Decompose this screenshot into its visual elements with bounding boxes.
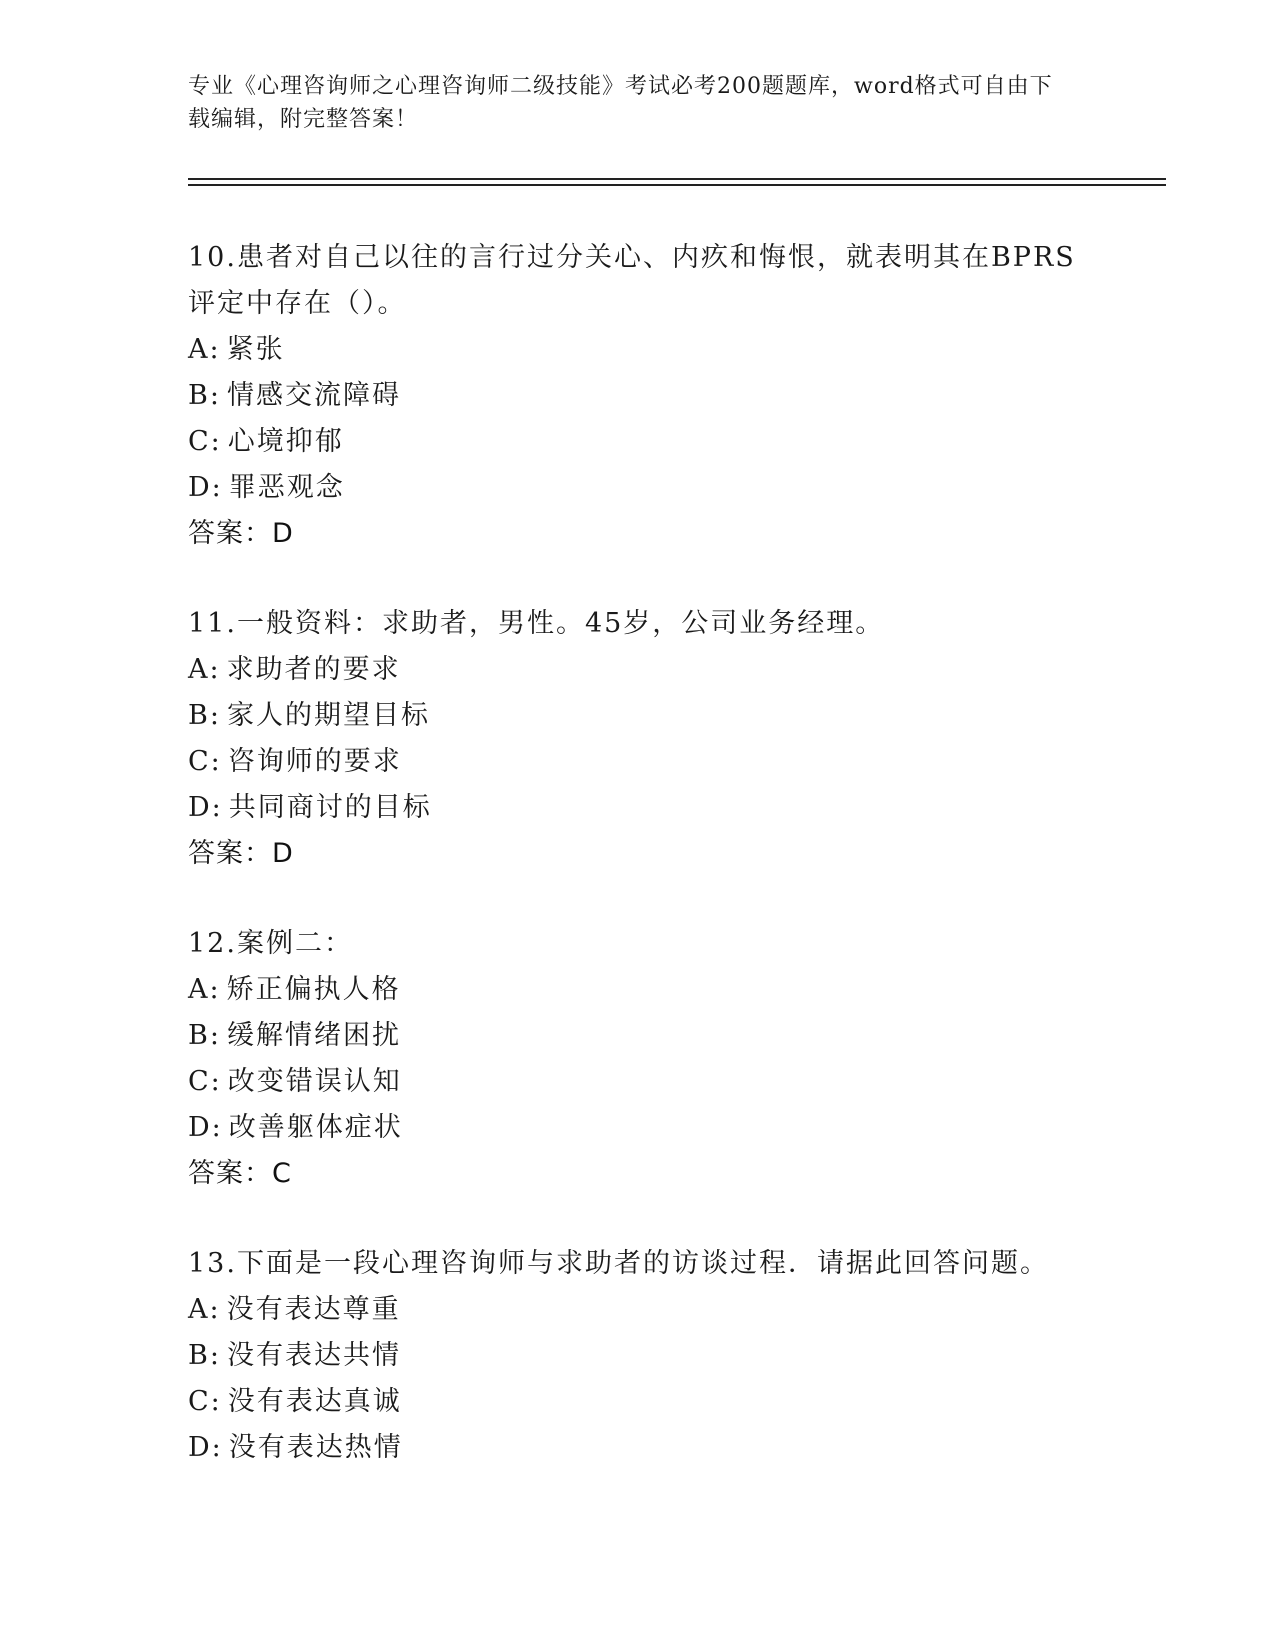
option-c bbox=[188, 1379, 1088, 1425]
question-11 bbox=[188, 601, 1088, 877]
option-c bbox=[188, 739, 1088, 785]
option-a bbox=[188, 647, 1088, 693]
option-d bbox=[188, 465, 1088, 511]
option-label: C: bbox=[188, 426, 222, 457]
header-divider-bottom bbox=[188, 184, 1166, 186]
question-stem: 12.案例二： bbox=[188, 928, 353, 959]
option-label: B: bbox=[188, 380, 221, 411]
option-label: C: bbox=[188, 746, 222, 777]
option-a bbox=[188, 967, 1088, 1013]
question-10 bbox=[188, 235, 1088, 557]
option-text: 改变错误认知 bbox=[227, 1066, 402, 1097]
document-header: 专业《心理咨询师之心理咨询师二级技能》考试必考200题题库，word格式可自由下载编辑，附完整答案！ bbox=[188, 74, 1053, 132]
option-label: D: bbox=[188, 1432, 223, 1463]
header-divider-top bbox=[188, 178, 1166, 180]
option-label: A: bbox=[188, 974, 221, 1005]
option-label: D: bbox=[188, 792, 223, 823]
option-label: B: bbox=[188, 1340, 221, 1371]
option-d bbox=[188, 1425, 1088, 1471]
option-text: 咨询师的要求 bbox=[227, 746, 402, 777]
option-text: 紧张 bbox=[226, 334, 285, 365]
option-text: 没有表达共情 bbox=[226, 1340, 401, 1371]
option-text: 共同商讨的目标 bbox=[228, 792, 432, 823]
question-stem: 10.患者对自己以往的言行过分关心、内疚和悔恨，就表明其在BPRS评定中存在（）。 bbox=[188, 242, 1076, 319]
option-d bbox=[188, 785, 1088, 831]
option-text: 求助者的要求 bbox=[226, 654, 401, 685]
question-list bbox=[188, 235, 1088, 1515]
option-b bbox=[188, 373, 1088, 419]
option-label: D: bbox=[188, 1112, 223, 1143]
option-text: 改善躯体症状 bbox=[228, 1112, 403, 1143]
question-12 bbox=[188, 921, 1088, 1197]
option-a bbox=[188, 327, 1088, 373]
option-text: 心境抑郁 bbox=[227, 426, 344, 457]
option-label: D: bbox=[188, 472, 223, 503]
option-a bbox=[188, 1287, 1088, 1333]
option-b bbox=[188, 693, 1088, 739]
option-c bbox=[188, 1059, 1088, 1105]
option-label: A: bbox=[188, 654, 221, 685]
option-label: C: bbox=[188, 1066, 222, 1097]
option-b bbox=[188, 1013, 1088, 1059]
question-13 bbox=[188, 1241, 1088, 1471]
option-label: B: bbox=[188, 1020, 221, 1051]
option-label: C: bbox=[188, 1386, 222, 1417]
option-b bbox=[188, 1333, 1088, 1379]
option-text: 矫正偏执人格 bbox=[226, 974, 401, 1005]
option-d bbox=[188, 1105, 1088, 1151]
question-stem: 11.一般资料：求助者，男性。45岁，公司业务经理。 bbox=[188, 608, 885, 639]
option-text: 罪恶观念 bbox=[228, 472, 345, 503]
option-label: A: bbox=[188, 1294, 221, 1325]
answer: 答案：D bbox=[188, 838, 294, 869]
option-text: 没有表达热情 bbox=[228, 1432, 403, 1463]
option-label: A: bbox=[188, 334, 221, 365]
answer: 答案：C bbox=[188, 1158, 292, 1189]
option-c bbox=[188, 419, 1088, 465]
option-text: 没有表达真诚 bbox=[227, 1386, 402, 1417]
option-label: B: bbox=[188, 700, 221, 731]
option-text: 家人的期望目标 bbox=[226, 700, 430, 731]
option-text: 缓解情绪困扰 bbox=[226, 1020, 401, 1051]
option-text: 情感交流障碍 bbox=[226, 380, 401, 411]
answer: 答案：D bbox=[188, 518, 294, 549]
question-stem: 13.下面是一段心理咨询师与求助者的访谈过程．请据此回答问题。 bbox=[188, 1248, 1049, 1279]
option-text: 没有表达尊重 bbox=[226, 1294, 401, 1325]
